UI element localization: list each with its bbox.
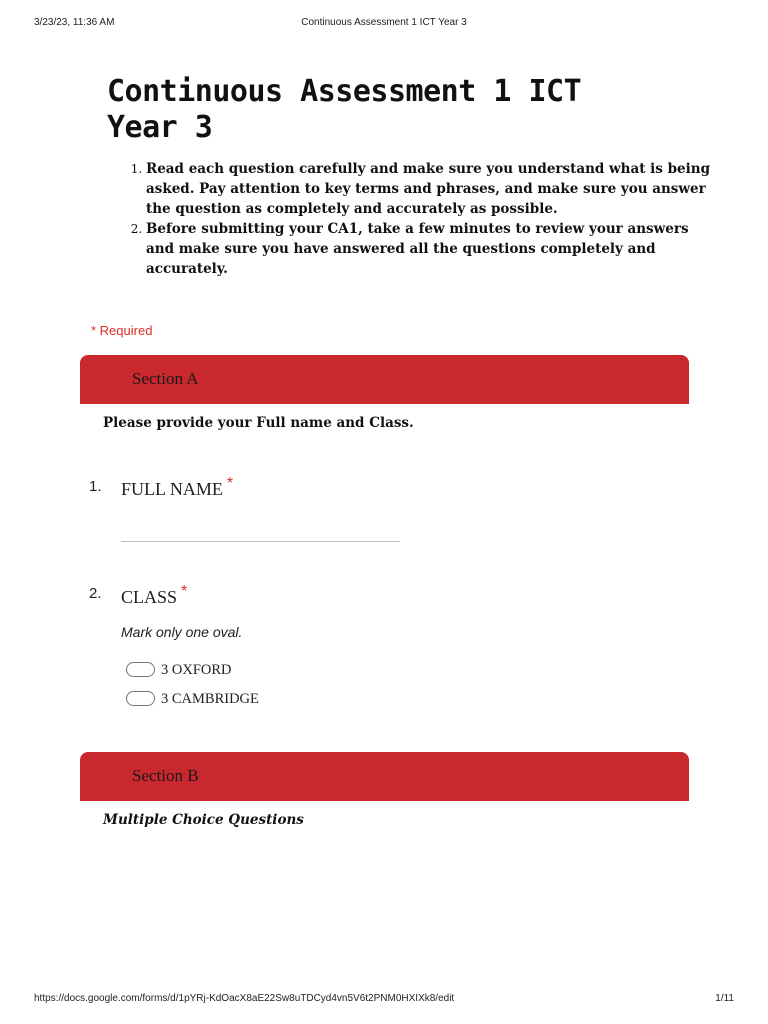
question-2-hint: Mark only one oval. bbox=[121, 624, 243, 640]
question-2-number: 2. bbox=[89, 585, 102, 602]
print-doc-title: Continuous Assessment 1 ICT Year 3 bbox=[301, 17, 467, 28]
print-header bbox=[0, 17, 768, 31]
section-a-description: Please provide your Full name and Class. bbox=[103, 415, 414, 431]
print-url: https://docs.google.com/forms/d/1pYRj-KdOacX8aE22Sw8uTDCyd4vn5V6t2PNM0HXIXk8/edit bbox=[34, 993, 455, 1004]
form-instructions bbox=[107, 159, 716, 279]
required-note: * Required bbox=[91, 323, 153, 338]
radio-oval[interactable] bbox=[126, 691, 155, 706]
required-asterisk: * bbox=[181, 583, 188, 600]
question-1-number: 1. bbox=[89, 478, 102, 495]
print-datetime: 3/23/23, 11:36 AM bbox=[34, 17, 115, 28]
section-b-header bbox=[80, 752, 689, 801]
print-page-number: 1/11 bbox=[715, 993, 734, 1004]
question-2-title bbox=[121, 583, 188, 608]
question-1-label: FULL NAME bbox=[121, 479, 223, 499]
question-2-label: CLASS bbox=[121, 587, 178, 607]
instruction-item: 1. Read each question carefully and make sure you understand what is being asked. Pay attention to key terms and phrases, and make sure you answer the question as completely and accurately as possible. bbox=[146, 159, 716, 219]
form-title: Continuous Assessment 1 ICT Year 3 bbox=[107, 74, 582, 145]
section-a-label: Section A bbox=[132, 369, 199, 388]
required-asterisk: * bbox=[226, 475, 234, 492]
print-footer bbox=[0, 993, 768, 1007]
option-label: 3 OXFORD bbox=[161, 662, 232, 678]
full-name-input[interactable] bbox=[121, 541, 400, 542]
radio-oval[interactable] bbox=[126, 662, 155, 677]
section-b-description: Multiple Choice Questions bbox=[103, 812, 304, 828]
section-a-header bbox=[80, 355, 689, 404]
instruction-item: 2. Before submitting your CA1, take a few minutes to review your answers and make sure you have answered all the questions completely and accurately. bbox=[146, 219, 716, 279]
option-label: 3 CAMBRIDGE bbox=[161, 691, 259, 707]
question-1-title bbox=[121, 475, 234, 500]
section-b-label: Section B bbox=[132, 766, 199, 785]
